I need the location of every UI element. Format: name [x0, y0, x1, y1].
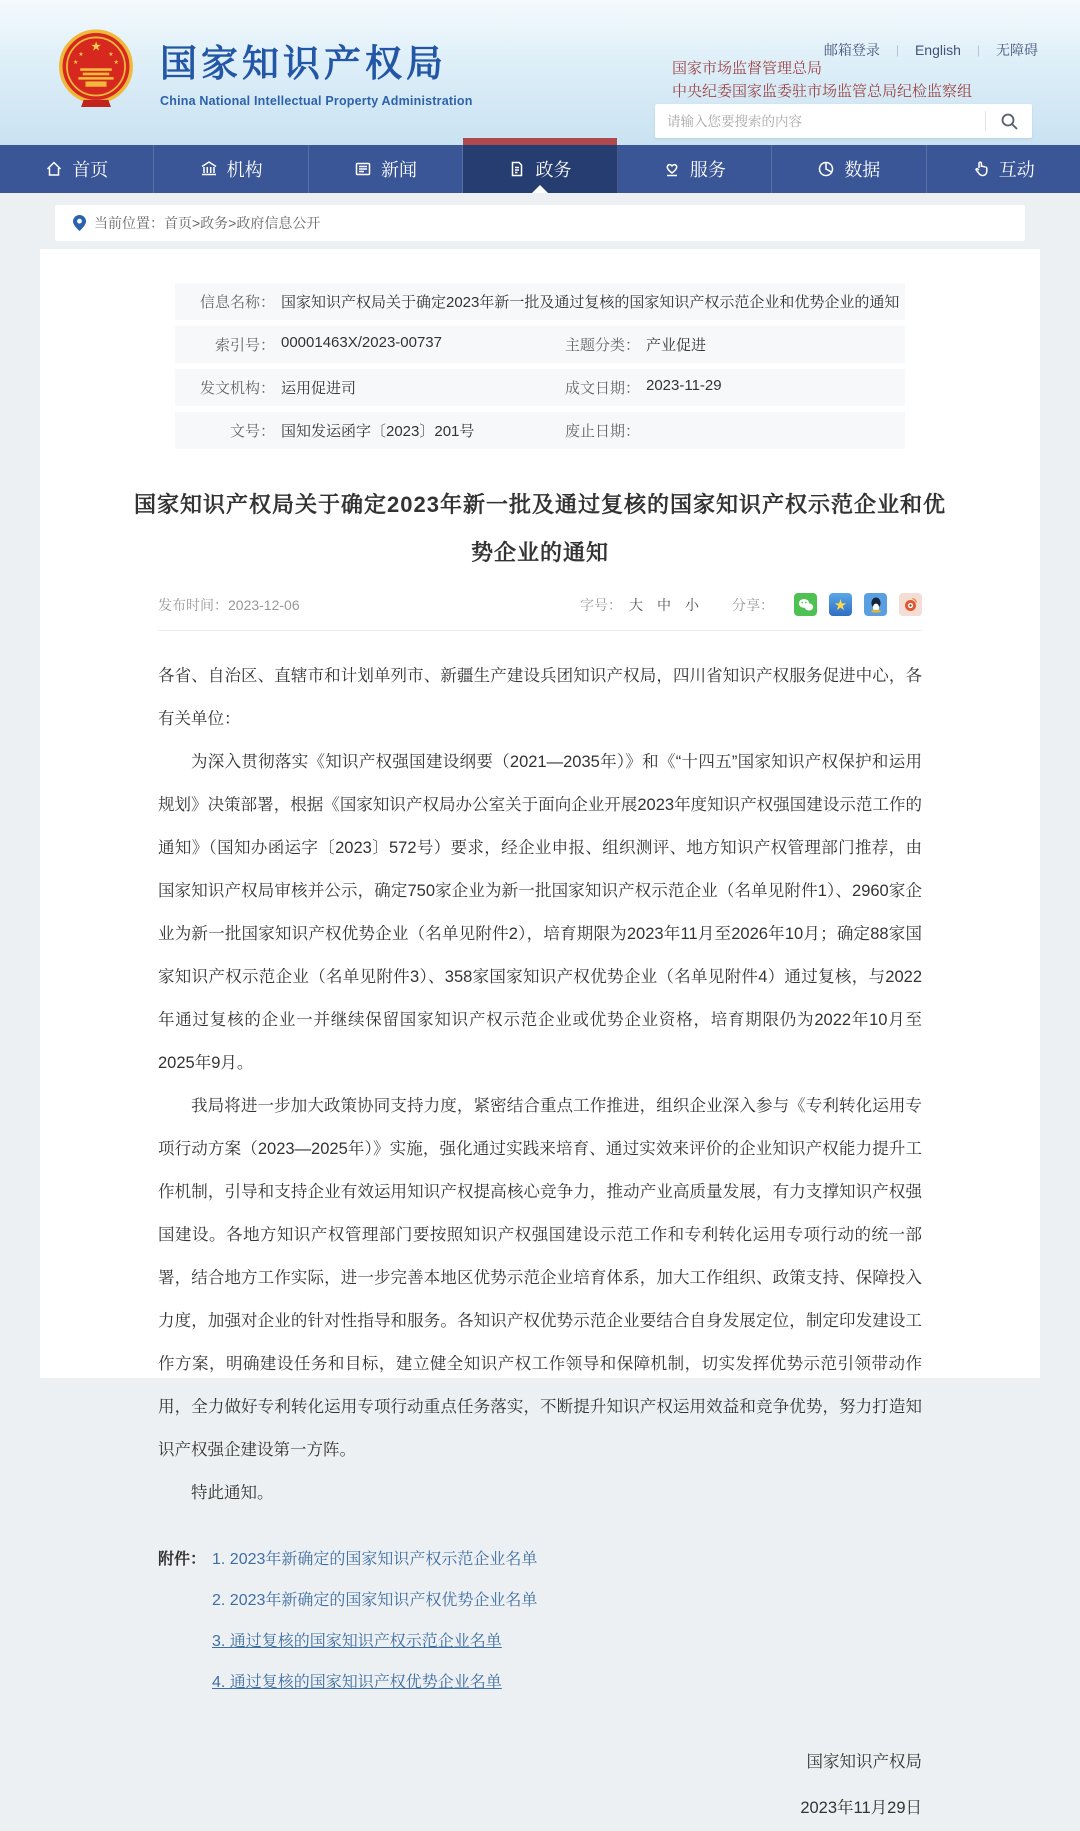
index-value: 00001463X/2023-00737 — [281, 334, 442, 351]
attachment-link-1[interactable]: 1. 2023年新确定的国家知识产权示范企业名单 — [212, 1551, 538, 1568]
nav-item-gov-affairs[interactable] — [463, 145, 617, 193]
repeal-date-label: 废止日期： — [564, 423, 640, 440]
site-header — [0, 0, 1080, 145]
nav-item-interaction[interactable] — [927, 145, 1080, 193]
doc-no-value: 国知发运函字〔2023〕201号 — [281, 423, 475, 440]
supervision-links — [672, 57, 972, 103]
nav-item-institution[interactable] — [154, 145, 308, 193]
home-icon — [45, 160, 63, 178]
breadcrumb — [55, 205, 1025, 241]
publish-time-value: 2023-12-06 — [228, 596, 300, 613]
search-bar — [655, 104, 1032, 138]
data-icon — [817, 160, 835, 178]
info-name-label: 信息名称： — [199, 294, 275, 311]
written-date-label: 成文日期： — [564, 380, 640, 397]
page-title: 国家知识产权局关于确定2023年新一批及通过复核的国家知识产权示范企业和优势企业的通知 — [134, 492, 946, 565]
svg-text:★: ★ — [113, 58, 120, 66]
main-nav — [0, 145, 1080, 193]
nav-item-label: 数据 — [844, 160, 881, 180]
font-size-label: 字号： — [580, 596, 622, 613]
publish-time — [158, 595, 300, 615]
accessibility-link[interactable]: 无障碍 — [996, 42, 1038, 58]
breadcrumb-prefix: 当前位置： — [94, 215, 164, 231]
svg-text:★: ★ — [90, 39, 102, 54]
font-size-medium-button[interactable]: 中 — [657, 596, 671, 613]
nav-item-label: 互动 — [998, 160, 1035, 180]
nav-item-service[interactable] — [618, 145, 772, 193]
written-date-value: 2023-11-29 — [646, 377, 722, 394]
svg-text:★: ★ — [108, 50, 114, 58]
font-size-small-button[interactable]: 小 — [685, 596, 699, 613]
search-input[interactable] — [655, 104, 985, 138]
article-paragraph: 我局将进一步加大政策协同支持力度，紧密结合重点工作推进，组织企业深入参与《专利转化运用专项行动方案（2023—2025年）》实施，强化通过实践来培育、通过实效来评价的企业知识产权能力提升工作机制，引导和支持企业有效运用知识产权提高核心竞争力，推动产业高质量发展，有力支撑知识产权强国建设。各地方知识产权管理部门要按照知识产权强国建设示范工作和专利转化运用专项行动的统一部署，结合地方工作实际，进一步完善本地区优势示范企业培育体系，加大工作组织、政策支持、保障投入力度，加强对企业的针对性指导和服务。各知识产权优势示范企业要结合自身发展定位，制定印发建设工作方案，明确建设任务和目标，建立健全知识产权工作领导和保障机制，切实发挥优势示范引领带动作用，全力做好专利转化运用专项行动重点任务落实，不断提升知识产权运用效益和竞争优势，努力打造知识产权强企建设第一方阵。 — [158, 1097, 922, 1459]
institution-icon — [200, 160, 218, 178]
signature-org: 国家知识产权局 — [806, 1753, 922, 1771]
article-closing: 特此通知。 — [191, 1484, 274, 1502]
attachment-link-4[interactable]: 4. 通过复核的国家知识产权优势企业名单 — [212, 1674, 502, 1691]
signature-block — [158, 1739, 922, 1831]
attachments-label: 附件： — [158, 1551, 207, 1568]
site-title: 国家知识产权局 — [160, 42, 447, 84]
qzone-share-icon[interactable]: ★ — [829, 593, 852, 616]
attachments-section — [158, 1539, 922, 1703]
nav-item-news[interactable] — [309, 145, 463, 193]
doc-no-label: 文号： — [229, 423, 275, 440]
breadcrumb-path[interactable]: 首页>政务>政府信息公开 — [164, 215, 321, 231]
gov-affairs-icon — [508, 160, 526, 178]
info-row-docno — [175, 412, 905, 449]
link-divider: | — [976, 43, 980, 57]
supervision-link-1[interactable]: 国家市场监督管理总局 — [672, 60, 823, 77]
mail-login-link[interactable]: 邮箱登录 — [823, 42, 880, 58]
article-paragraph: 为深入贯彻落实《知识产权强国建设纲要（2021—2035年）》和《“十四五”国家知识产权保护和运用规划》决策部署，根据《国家知识产权局办公室关于面向企业开展2023年度知识产权强国建设示范工作的通知》（国知办函运字〔2023〕572号）要求，经企业申报、组织测评、地方知识产权管理部门推荐，由国家知识产权局审核并公示，确定750家企业为新一批国家知识产权示范企业（名单见附件1）、2960家企业为新一批国家知识产权优势企业（名单见附件2），培育期限为2023年11月至2026年10月；确定88家国家知识产权示范企业（名单见附件3）、358家国家知识产权优势企业（名单见附件4）通过复核，与2022年通过复核的企业一并继续保留国家知识产权示范企业或优势企业资格，培育期限仍为2022年10月至2025年9月。 — [158, 753, 922, 1072]
nav-item-data[interactable] — [772, 145, 926, 193]
national-emblem-icon — [52, 26, 140, 114]
nav-item-home[interactable] — [0, 145, 154, 193]
attachment-link-3[interactable]: 3. 通过复核的国家知识产权示范企业名单 — [212, 1633, 502, 1650]
wechat-share-icon[interactable] — [794, 593, 817, 616]
search-button[interactable] — [986, 104, 1032, 138]
dept-label: 发文机构： — [199, 380, 275, 397]
share-label: 分享： — [732, 596, 774, 613]
signature-date: 2023年11月29日 — [800, 1799, 922, 1817]
info-row-name — [175, 283, 905, 320]
site-title-english: China National Intellectual Property Administration — [160, 93, 473, 108]
news-icon — [354, 160, 372, 178]
font-size-large-button[interactable]: 大 — [629, 596, 643, 613]
link-divider: | — [895, 43, 899, 57]
search-icon — [1000, 112, 1019, 131]
english-link[interactable]: English — [914, 42, 961, 58]
nav-item-label: 首页 — [72, 160, 109, 180]
topic-value: 产业促进 — [646, 337, 707, 354]
content-card — [40, 249, 1040, 1817]
info-row-dept — [175, 369, 905, 406]
article-body — [158, 655, 922, 1515]
site-logo[interactable] — [52, 26, 473, 114]
weibo-share-icon[interactable] — [899, 593, 922, 616]
publish-time-label: 发布时间： — [158, 596, 228, 613]
dept-value: 运用促进司 — [281, 380, 357, 397]
article-salutation: 各省、自治区、直辖市和计划单列市、新疆生产建设兵团知识产权局，四川省知识产权服务促进中心，各有关单位： — [158, 667, 922, 728]
location-pin-icon — [73, 215, 86, 231]
supervision-link-2[interactable]: 中央纪委国家监委驻市场监管总局纪检监察组 — [672, 83, 973, 100]
index-label: 索引号： — [214, 337, 275, 354]
nav-item-label: 政务 — [535, 160, 572, 180]
article-meta-row — [158, 593, 922, 631]
info-row-index — [175, 326, 905, 363]
document-info-panel — [175, 283, 905, 449]
nav-item-label: 机构 — [226, 160, 263, 180]
attachment-link-2[interactable]: 2. 2023年新确定的国家知识产权优势企业名单 — [212, 1592, 538, 1609]
service-icon — [663, 160, 681, 178]
nav-item-label: 服务 — [689, 160, 726, 180]
svg-text:★: ★ — [72, 58, 79, 66]
repeal-date-value — [640, 420, 905, 441]
nav-item-label: 新闻 — [381, 160, 418, 180]
qq-share-icon[interactable] — [864, 593, 887, 616]
svg-text:★: ★ — [78, 50, 84, 58]
info-name-value: 国家知识产权局关于确定2023年新一批及通过复核的国家知识产权示范企业和优势企业的通知 — [281, 294, 900, 311]
interaction-icon — [972, 160, 990, 178]
topic-label: 主题分类： — [564, 337, 640, 354]
